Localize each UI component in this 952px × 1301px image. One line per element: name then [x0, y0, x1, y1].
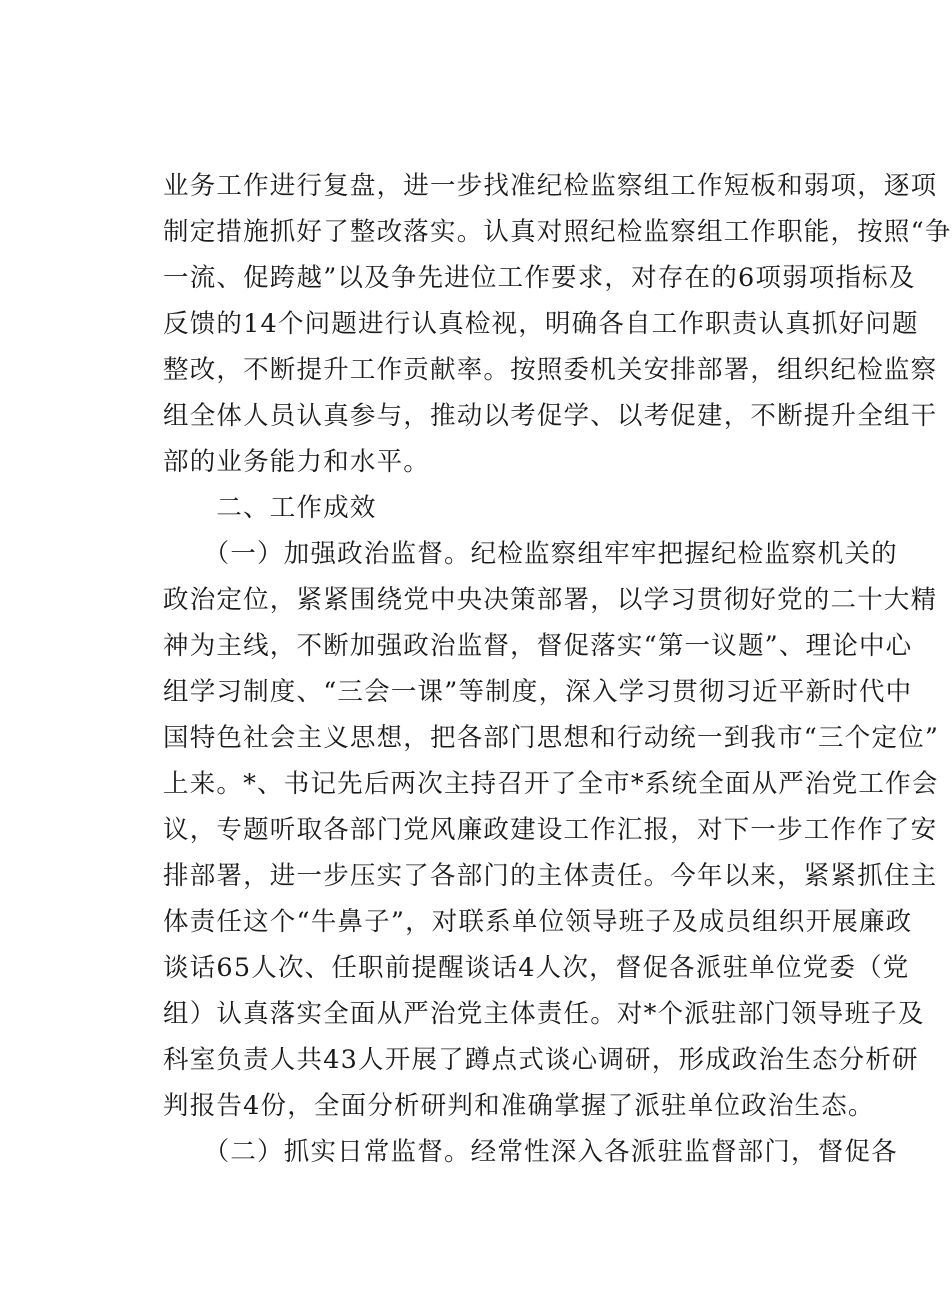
text-line: 反馈的14个问题进行认真检视，明确各自工作职责认真抓好问题 [163, 309, 919, 339]
text-line: 组全体人员认真参与，推动以考促学、以考促建，不断提升全组干 [163, 401, 938, 431]
text-line: 国特色社会主义思想，把各部门思想和行动统一到我市“三个定位” [163, 723, 940, 753]
text-line: 组学习制度、“三会一课”等制度，深入学习贯彻习近平新时代中 [163, 677, 913, 707]
text-line: 议，专题听取各部门党风廉政建设工作汇报，对下一步工作作了安 [163, 815, 938, 845]
text-line: 上来。*、书记先后两次主持召开了全市*系统全面从严治党工作会 [163, 769, 939, 799]
text-line: 组）认真落实全面从严治党主体责任。对*个派驻部门领导班子及 [163, 999, 925, 1029]
text-line: 排部署，进一步压实了各部门的主体责任。今年以来，紧紧抓住主 [163, 861, 938, 891]
text-line: 政治定位，紧紧围绕党中央决策部署，以学习贯彻好党的二十大精 [163, 585, 938, 615]
paragraph-end-line: 部的业务能力和水平。 [163, 447, 431, 477]
text-line: 谈话65人次、任职前提醒谈话4人次，督促各派驻单位党委（党 [163, 953, 910, 983]
paragraph-end-line: 判报告4份，全面分析研判和准确掌握了派驻单位政治生态。 [163, 1091, 875, 1121]
text-line: 体责任这个“牛鼻子”，对联系单位领导班子及成员组织开展廉政 [163, 907, 913, 937]
text-line: 科室负责人共43人开展了蹲点式谈心调研，形成政治生态分析研 [163, 1045, 919, 1075]
text-line: 业务工作进行复盘，进一步找准纪检监察组工作短板和弱项，逐项 [163, 171, 938, 201]
text-line: 神为主线，不断加强政治监督，督促落实“第一议题”、理论中心 [163, 631, 913, 661]
text-line: 制定措施抓好了整改落实。认真对照纪检监察组工作职能，按照“争 [163, 217, 952, 247]
section-heading: 二、工作成效 [163, 493, 377, 523]
subsection-heading-line: （一）加强政治监督。纪检监察组牢牢把握纪检监察机关的 [163, 539, 898, 569]
text-line: 整改，不断提升工作贡献率。按照委机关安排部署，组织纪检监察 [163, 355, 938, 385]
subsection-heading-line: （二）抓实日常监督。经常性深入各派驻监督部门，督促各 [163, 1137, 898, 1167]
text-line: 一流、促跨越”以及争先进位工作要求，对存在的6项弱项指标及 [163, 263, 916, 293]
